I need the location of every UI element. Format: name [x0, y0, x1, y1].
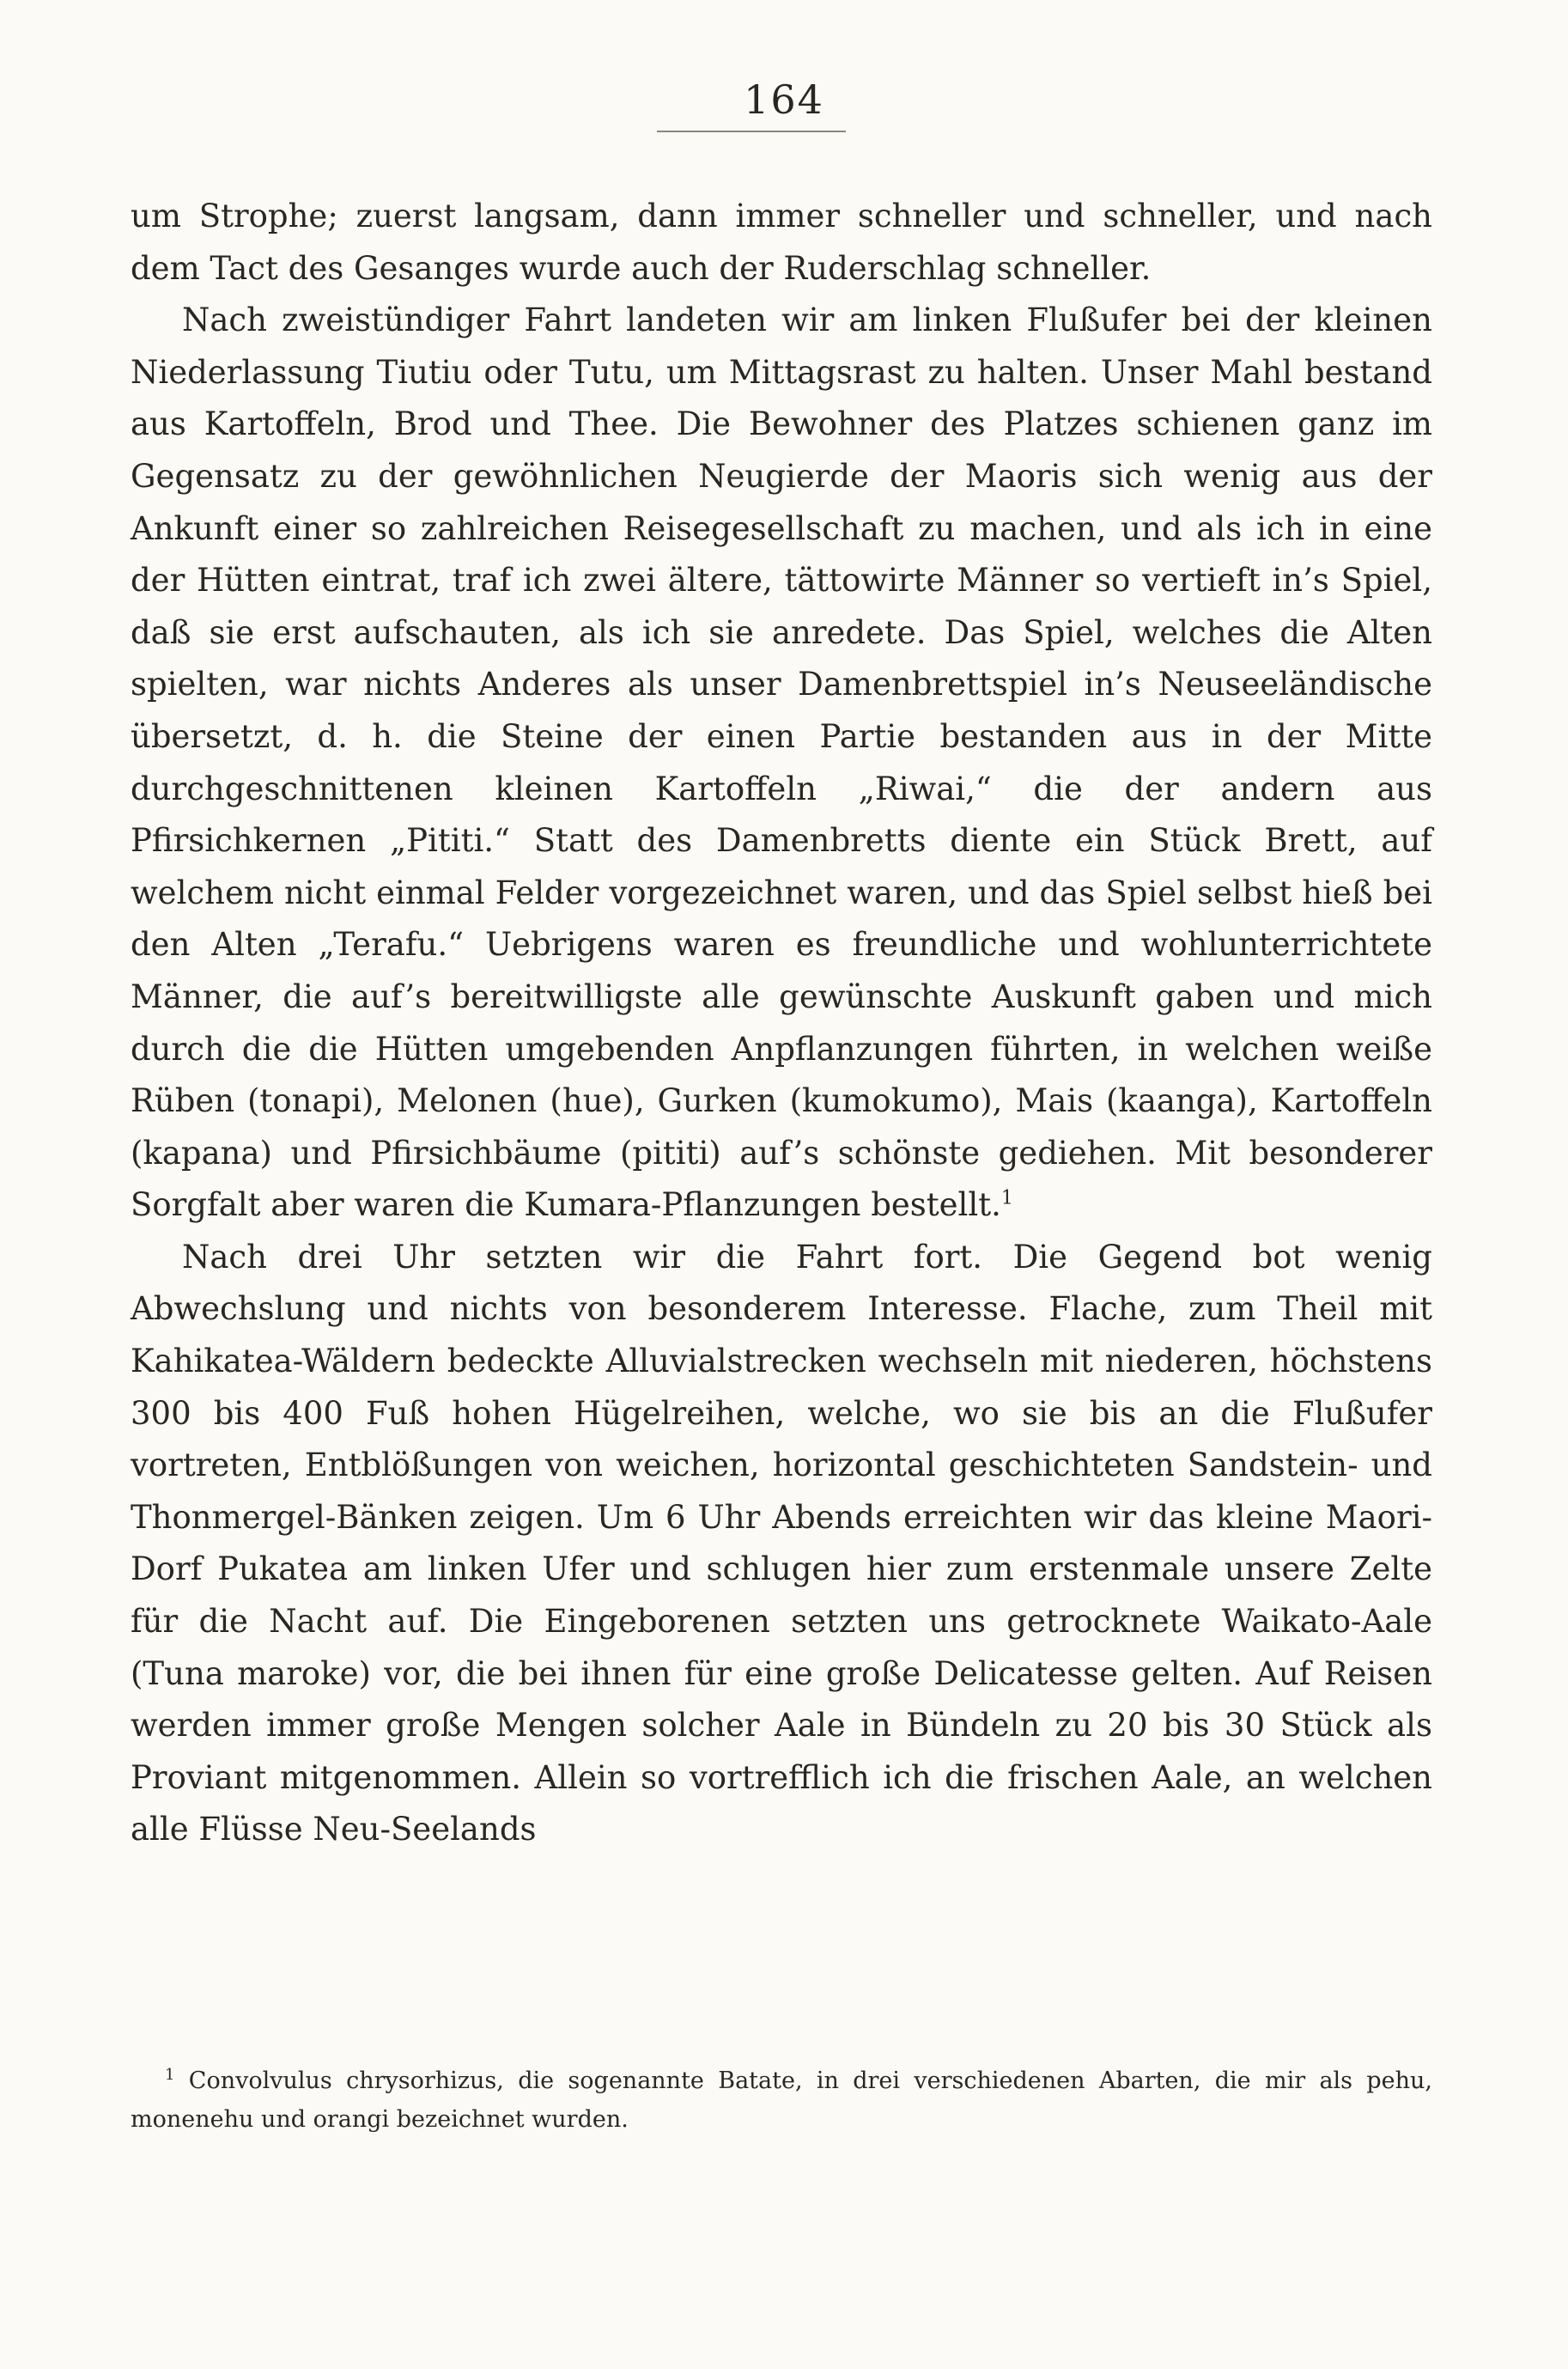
footnote-mark: 1	[165, 2066, 175, 2084]
paragraph-text: Nach zweistündiger Fahrt landeten wir am linken Flußufer bei der kleinen Niederlassung Tiutiu oder Tutu, um Mittagsrast zu halten. Unser Mahl bestand aus Kartoffeln, Brod und Thee. Die Bewohner des Platzes schienen ganz im Gegensatz zu der gewöhnlichen Neugierde der Maoris sich wenig aus der Ankunft einer so zahlreichen Reisegesellschaft zu machen, und als ich in eine der Hütten eintrat, traf ich zwei ältere, tättowirte Männer so vertieft in’s Spiel, daß sie erst aufschauten, als ich sie anredete. Das Spiel, welches die Alten spielten, war nichts Anderes als unser Damenbrettspiel in’s Neuseeländische übersetzt, d. h. die Steine der einen Partie bestanden aus in der Mitte durchgeschnittenen kleinen Kartoffeln „Riwai,“ die der andern aus Pfirsichkernen „Pititi.“ Statt des Damenbretts diente ein Stück Brett, auf welchem nicht einmal Felder vorgezeichnet waren, und das Spiel selbst hieß bei den Alten „Terafu.“ Uebrigens waren es freundliche und wohlunterrichtete Männer, die auf’s bereitwilligste alle gewünschte Auskunft gaben und mich durch die die Hütten umgebenden Anpflanzungen führten, in welchen weiße Rüben (tonapi), Melonen (hue), Gurken (kumokumo), Mais (kaanga), Kartoffeln (kapana) und Pfirsichbäume (pititi) auf’s schönste gediehen. Mit besonderer Sorgfalt aber waren die Kumara-Pflanzungen bestellt.	[131, 301, 1432, 1224]
paragraph-3	[131, 1232, 1432, 1856]
footnotes	[131, 2061, 1432, 2139]
footnote-text: Convolvulus chrysorhizus, die sogenannte Batate, in drei verschiedenen Abarten, die mir als pehu, monenehu und orangi bezeichnet wurden.	[131, 2068, 1432, 2133]
page-number: 164	[744, 76, 824, 123]
body-text	[131, 191, 1432, 1856]
paragraph-text: um Strophe; zuerst langsam, dann immer schneller und schneller, und nach dem Tact des Gesanges wurde auch der Ruderschlag schneller.	[131, 198, 1432, 287]
paragraph-1	[131, 191, 1432, 295]
paragraph-text: Nach drei Uhr setzten wir die Fahrt fort. Die Gegend bot wenig Abwechslung und nichts von besonderem Interesse. Flache, zum Theil mit Kahikatea-Wäldern bedeckte Alluvialstrecken wechseln mit niederen, höchstens 300 bis 400 Fuß hohen Hügelreihen, welche, wo sie bis an die Flußufer vortreten, Entblößungen von weichen, horizontal geschichteten Sandstein- und Thonmergel-Bänken zeigen. Um 6 Uhr Abends erreichten wir das kleine Maori-Dorf Pukatea am linken Ufer und schlugen hier zum erstenmale unsere Zelte für die Nacht auf. Die Eingeborenen setzten uns getrocknete Waikato-Aale (Tuna maroke) vor, die bei ihnen für eine große Delicatesse gelten. Auf Reisen werden immer große Mengen solcher Aale in Bündeln zu 20 bis 30 Stück als Proviant mitgenommen. Allein so vortrefflich ich die frischen Aale, an welchen alle Flüsse Neu-Seelands	[131, 1238, 1432, 1848]
paragraph-2	[131, 295, 1432, 1232]
footnote-reference[interactable]: 1	[1000, 1187, 1013, 1209]
footnote-1	[131, 2061, 1432, 2139]
header-rule	[657, 131, 846, 132]
